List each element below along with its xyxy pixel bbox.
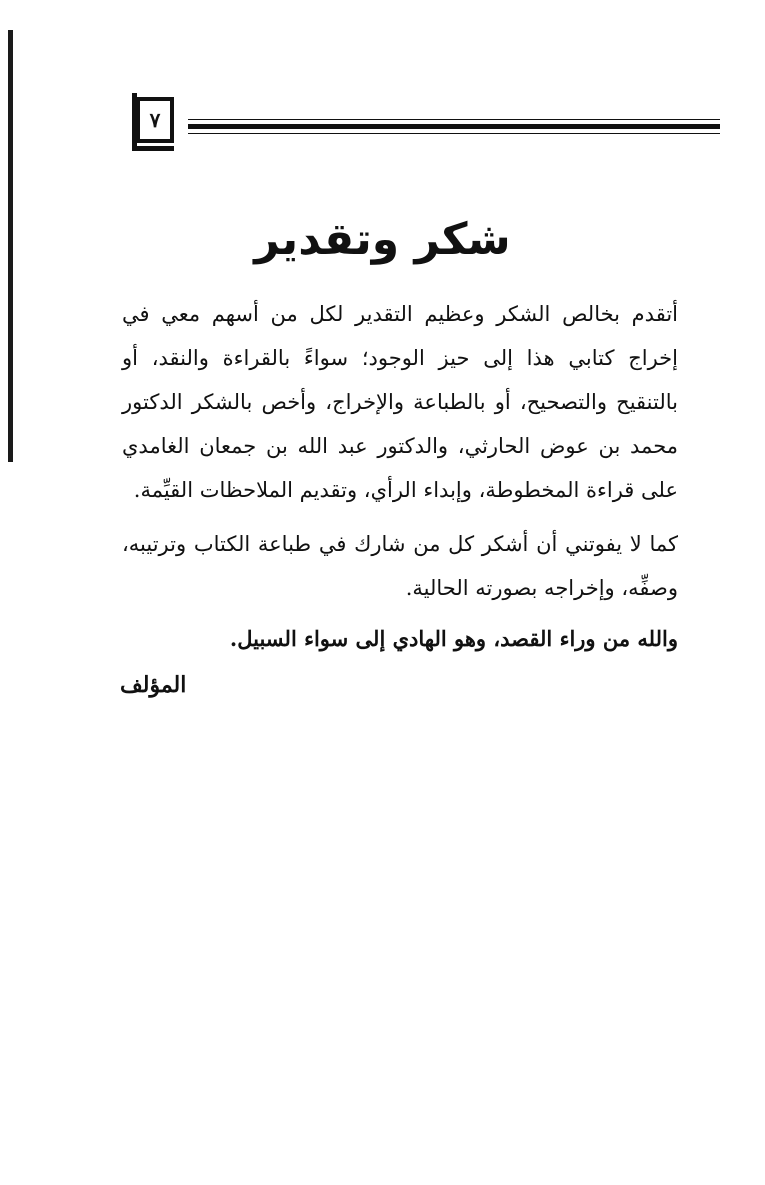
header-rule-top [188,119,720,120]
page-title: شكر وتقدير [254,214,511,265]
scan-edge-line [8,30,13,462]
page-header [132,93,722,155]
paragraph-thanks-printing: كما لا يفوتني أن أشكر كل من شارك في طباعة الكتاب وترتيبه، وصفِّه، وإخراجه بصورته الحالية. [122,532,678,600]
closing-sentence: والله من وراء القصد، وهو الهادي إلى سواء السبيل. [229,626,678,651]
header-rule-bottom [188,133,720,134]
paragraph-acknowledgement: أتقدم بخالص الشكر وعظيم التقدير لكل من أسهم معي في إخراج كتابي هذا إلى حيز الوجود؛ سواءً بالقراءة والنقد، أو بالتنقيح والتصحيح، أو بالطباعة والإخراج، وأخص بالشكر الدكتور محمد بن عوض الحارثي، والدكتور عبد الله بن جمعان الغامدي على قراءة المخطوطة، وإبداء الرأي، وتقديم الملاحظات القيِّمة. [122,302,678,502]
header-rule [188,124,720,129]
page-number: ٧ [136,97,174,143]
author-signature: المؤلف [120,672,187,698]
